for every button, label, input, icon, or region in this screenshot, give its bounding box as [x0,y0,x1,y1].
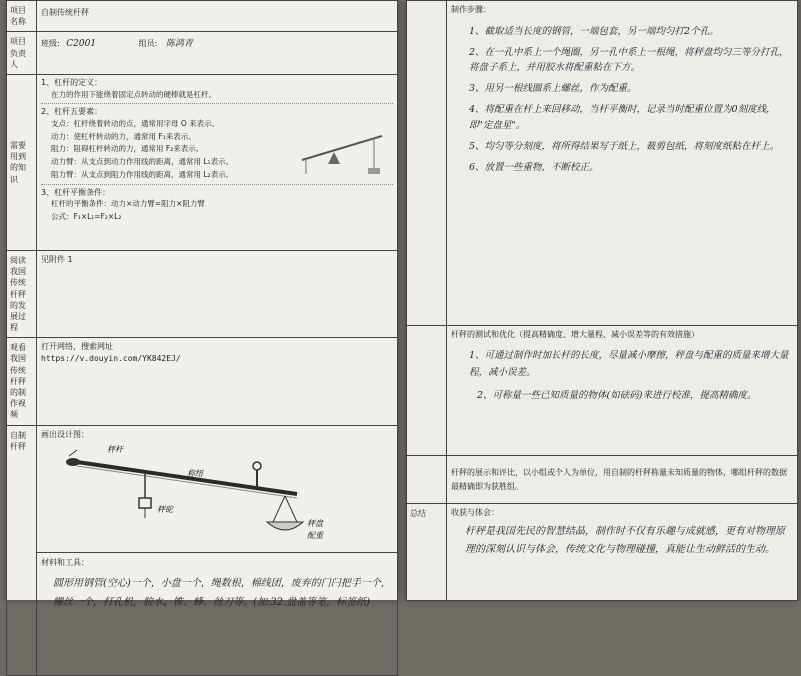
test-item: 1、可通过制作时加长杆的长度，尽量减小摩擦，秤盘与配重的质量来增大量程，减小误差。 [469,349,789,378]
class-value: C2001 [66,39,97,50]
k2-title: 2、杠杆五要素： [41,107,103,117]
group-label: 组员: [138,39,158,49]
show-label-column [407,456,447,504]
test-label: 杆秤的测试和优化（提高精确度、增大量程、减小误差等的有效措施） [451,330,699,339]
step-item: 4、将配重在杆上来回移动，当杆平衡时，记录当时配重位置为0刻度线，即"定盘星"。 [469,104,776,131]
k3-text: 杠杆的平衡条件：动力×动力臂=阻力×阻力臂 [51,199,205,209]
summary-cell [447,504,798,601]
step-item: 1、截取适当长度的钢管，一端包套，另一端均匀打2个孔。 [469,25,719,37]
materials-label: 材料和工具： [41,557,89,567]
knowledge-1 [41,77,393,104]
design-label: 画出设计图： [41,429,89,439]
knowledge-cell [37,74,398,250]
design-label-3: 秤砣 [157,504,173,514]
materials-area [37,553,397,617]
worksheet-table-right [406,0,798,601]
design-label-5: 配重 [307,530,323,540]
design-label-2: 称纽 [187,468,203,478]
steps-label-column [407,1,447,326]
class-label: 班级: [41,39,60,49]
k2-item: 阻力臂：从支点到阻力作用线的距离，通常用 L₂表示。 [51,169,234,179]
video-url-link[interactable]: https://v.douyin.com/YK842EJ/ [41,353,181,363]
k2-item: 支点：杠杆绕着转动的点，通常用字母 O 来表示。 [51,118,220,128]
summary-text: 杆秤是我国先民的智慧结晶，制作时不仅有乐趣与成就感，更有对物理原理的深刻认识与体会，传统文化与物理碰撞，真能让生动鲜活的生动。 [465,525,785,555]
video-cell [37,338,398,425]
self-made-label: 自制杆秤 [7,425,37,675]
owner-label: 项目负责人 [7,32,37,75]
reading-value: 见附件 1 [37,250,398,337]
k3-title: 3、杠杆平衡条件： [41,187,111,197]
right-page [406,0,798,600]
summary-title: 收获与体会： [451,508,499,517]
test-cell [447,326,798,456]
video-label: 观看我国传统杆秤的制作视频 [7,338,37,425]
summary-label: 总结 [407,504,447,601]
step-item: 3、用另一根线圈系上螺丝，作为配重。 [469,83,637,95]
k3-formula: 公式：F₁×L₁=F₂×L₂ [51,211,122,221]
step-item: 2、在一孔中系上一个绳圈，另一孔中系上一根绳，将秤盘均匀三等分打孔，将盘子系上，并用胶水将配重粘在下方。 [469,46,789,73]
left-page [6,0,398,609]
steps-cell [447,1,798,326]
k2-item: 动力臂：从支点到动力作用线的距离，通常用 L₁表示。 [51,157,234,167]
show-text: 杆秤的展示和评比，以小组或个人为单位，用自制的杆秤称量未知质量的物体，哪组杆秤的数据最精确即为获胜组。 [447,456,798,504]
knowledge-label: 需要用到的知识 [7,74,37,250]
steelyard-sketch [57,442,357,542]
test-item: 2、可称量一些已知质量的物体(如砝码)来进行校准，提高精确度。 [477,389,757,401]
design-label-1: 秤杆 [107,444,123,454]
materials-text: 圆形用钢管(空心)一个，小盘一个，绳数根，棉线团，废弃的门闩把手一个，螺丝一个，打孔机，胶水、锥、蜂、丝刀等。(加:32.盘盖等笔，标签纸) [53,578,391,609]
steps-list [451,24,793,176]
video-instruction: 打开网络，搜索网址 [41,342,113,352]
design-area [37,426,397,553]
project-name-value: 自制传统杆秤 [37,1,398,32]
k2-item: 阻力：阻碍杠杆转动的力，通常用 F₂来表示。 [51,144,204,154]
knowledge-2 [41,106,393,184]
design-label-4: 秤盘 [307,518,323,528]
k1-title: 1、杠杆的定义： [41,77,103,87]
k1-text: 在力的作用下能绕着固定点转动的硬棒就是杠杆。 [51,89,216,99]
step-item: 6、放置一些重物，不断校正。 [469,161,599,173]
reading-label: 阅读我国传统杆秤的发展过程 [7,250,37,337]
step-item: 5、均匀等分刻度，将所得结果写于纸上，裁剪包纸，将刻度纸粘在杆上。 [469,140,780,152]
self-made-cell [37,425,398,675]
k2-item: 动力：使杠杆转动的力，通常用 F₁来表示。 [51,131,196,141]
knowledge-3 [41,187,393,224]
group-value: 陈鸿青 [165,39,193,50]
lever-diagram [294,124,389,176]
project-name-label: 项目名称 [7,1,37,32]
test-label-column [407,326,447,456]
steps-label: 制作步骤： [451,5,491,14]
worksheet-table-left [6,0,398,676]
owner-row [37,32,398,75]
